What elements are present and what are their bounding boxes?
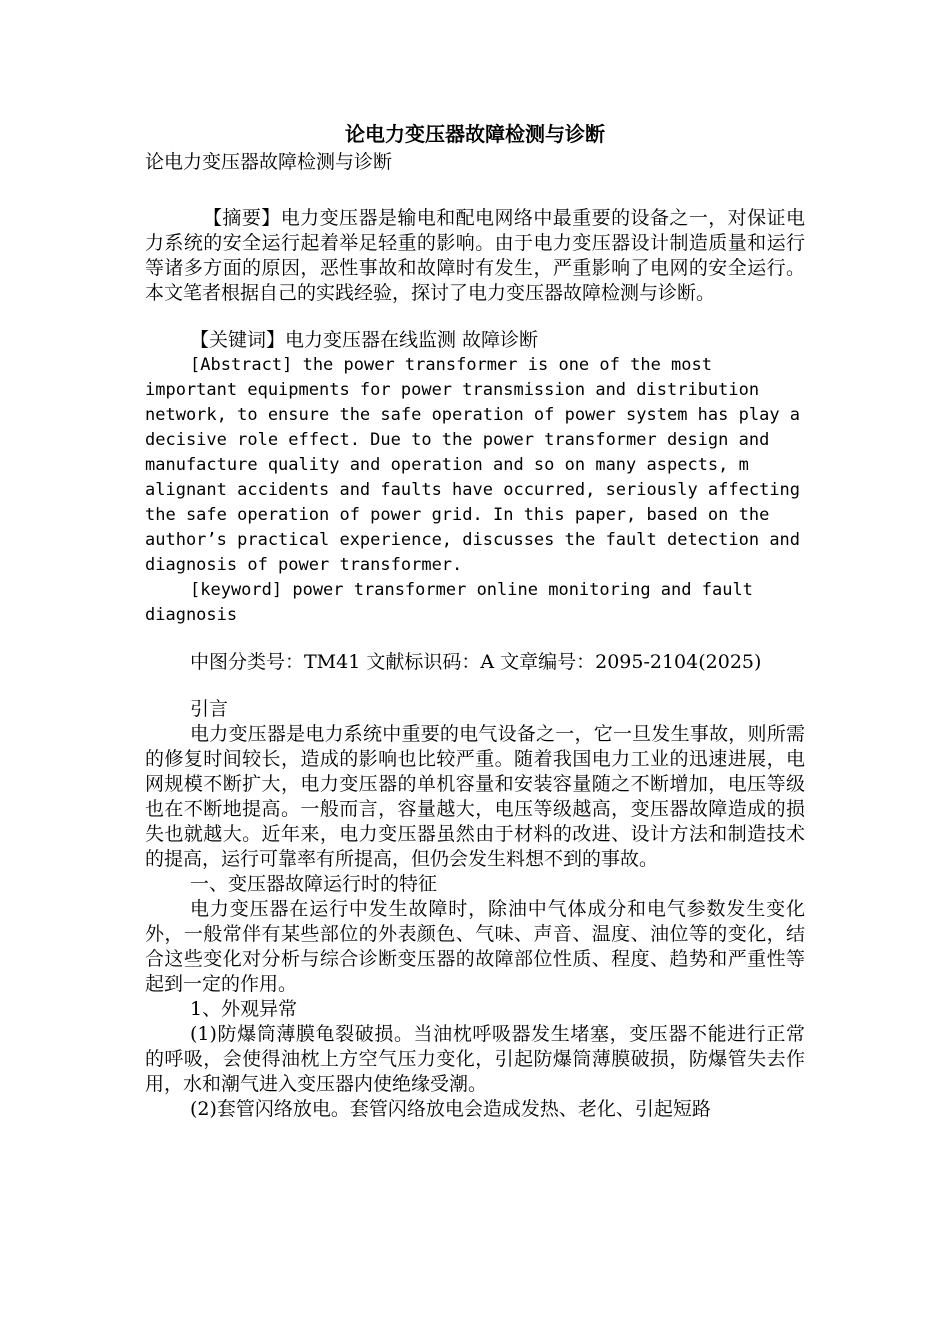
list-item: (2)套管闪络放电。套管闪络放电会造成发热、老化、引起短路 <box>190 1098 711 1120</box>
abstract-en: [Abstract] the power transformer is one of the most important equipments for power transmission and distribution network, to ensure the safe operation of power system has play a decisive role effect. Due to the power transformer design and manufacture quality and operation and so on many aspects, m alignant accidents and faults have occurred, seriously affecting the safe operation of power grid. In this paper, based on the author’s practical experience, discusses the fault detection and diagnosis of power transformer. <box>145 355 801 575</box>
abstract-cn: 【摘要】电力变压器是输电和配电网络中最重要的设备之一，对保证电力系统的安全运行起着举足轻重的影响。由于电力变压器设计制造质量和运行等诸多方面的原因，恶性事故和故障时有发生，严重影响了电网的安全运行。本文笔者根据自己的实践经验，探讨了电力变压器故障检测与诊断。 <box>145 207 805 304</box>
keywords-en: [keyword] power transformer online monitoring and fault diagnosis <box>145 580 753 625</box>
keywords-cn: 【关键词】电力变压器在线监测 故障诊断 <box>190 329 539 351</box>
subsection1-heading: 1、外观异常 <box>190 998 298 1020</box>
list-item: (1)防爆筒薄膜龟裂破损。当油枕呼吸器发生堵塞，变压器不能进行正常的呼吸，会使得油枕上方空气压力变化，引起防爆筒薄膜破损，防爆管失去作用，水和潮气进入变压器内使绝缘受潮。 <box>145 1023 805 1095</box>
document-subtitle: 论电力变压器故障检测与诊断 <box>145 151 393 173</box>
intro-paragraph: 电力变压器是电力系统中重要的电气设备之一，它一旦发生事故，则所需的修复时间较长，造成的影响也比较严重。随着我国电力工业的迅速进展，电网规模不断扩大，电力变压器的单机容量和安装容量随之不断增加，电压等级也在不断地提高。一般而言，容量越大，电压等级越高，变压器故障造成的损失也就越大。近年来，电力变压器虽然由于材料的改进、设计方法和制造技术的提高，运行可靠率有所提高，但仍会发生料想不到的事故。 <box>145 723 805 870</box>
document-page <box>145 120 805 1122</box>
section1-paragraph: 电力变压器在运行中发生故障时，除油中气体成分和电气参数发生变化外，一般常伴有某些部位的外表颜色、气味、声音、温度、油位等的变化，结合这些变化对分析与综合诊断变压器的故障部位性质、程度、趋势和严重性等起到一定的作用。 <box>145 898 805 995</box>
section1-heading: 一、变压器故障运行时的特征 <box>190 873 438 895</box>
document-title: 论电力变压器故障检测与诊断 <box>345 122 605 146</box>
intro-heading: 引言 <box>190 698 229 720</box>
classification-line: 中图分类号：TM41 文献标识码：A 文章编号：2095-2104(2025) <box>190 651 762 673</box>
